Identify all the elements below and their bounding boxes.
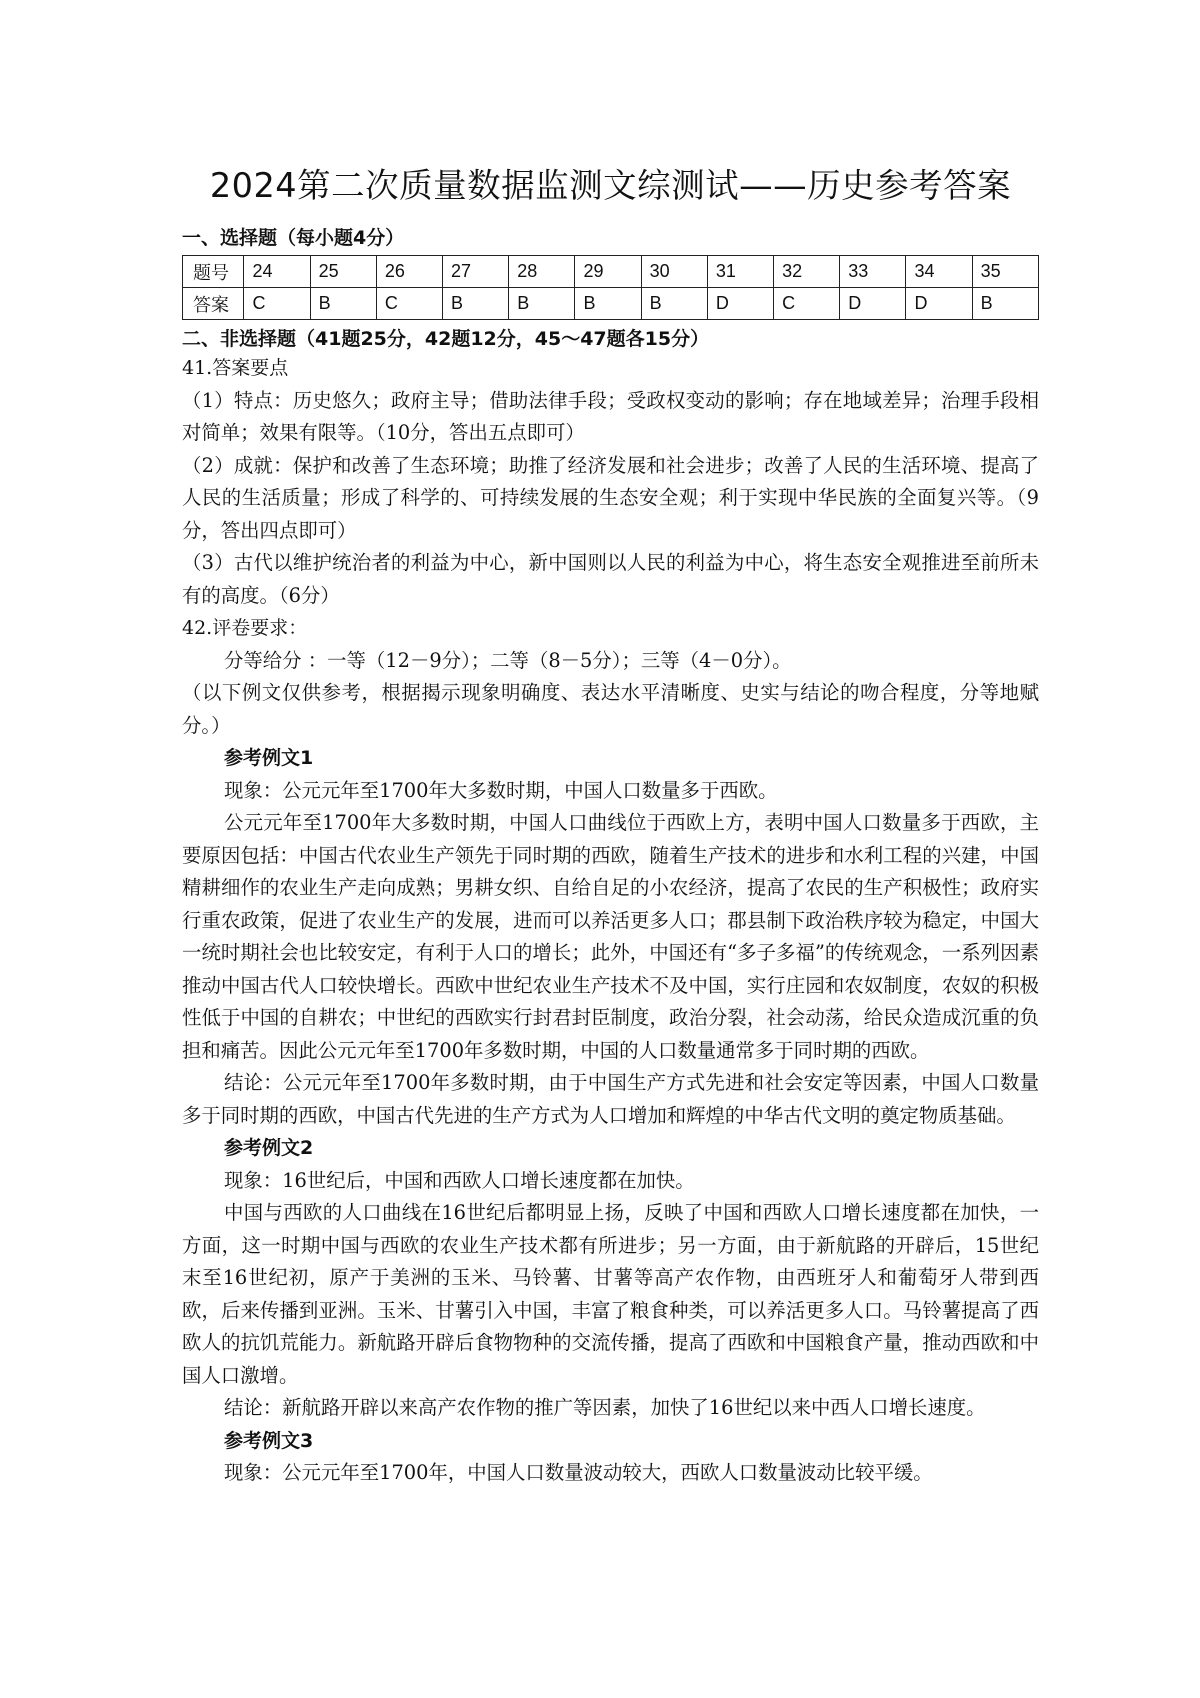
q41-answer-1: （1）特点：历史悠久；政府主导；借助法律手段；受政权变动的影响；存在地域差异；治理手段相对简单；效果有限等。（10分，答出五点即可） <box>182 388 1039 444</box>
question-number-cell: 32 <box>774 256 840 288</box>
question-number-cell: 28 <box>509 256 575 288</box>
question-number-cell: 30 <box>641 256 707 288</box>
question-number-cell: 35 <box>972 256 1038 288</box>
q41-answer-3: （3）古代以维护统治者的利益为中心，新中国则以人民的利益为中心，将生态安全观推进至前所未有的高度。（6分） <box>182 551 1039 607</box>
example-3-phenomenon: 现象：公元元年至1700年，中国人口数量波动较大，西欧人口数量波动比较平缓。 <box>224 1461 933 1484</box>
q41-label: 41.答案要点 <box>182 357 289 379</box>
answer-cell: C <box>244 288 310 320</box>
answer-cell: B <box>310 288 376 320</box>
example-1-heading: 参考例文1 <box>224 747 314 769</box>
answer-cell: B <box>443 288 509 320</box>
answer-table <box>182 255 1039 320</box>
example-1-conclusion: 结论：公元元年至1700年多数时期，由于中国生产方式先进和社会安定等因素，中国人口数量多于同时期的西欧，中国古代先进的生产方式为人口增加和辉煌的中华古代文明的奠定物质基础。 <box>182 1071 1039 1127</box>
question-number-row <box>183 256 1039 288</box>
question-number-cell: 24 <box>244 256 310 288</box>
answer-cell: B <box>575 288 641 320</box>
section2-heading: 二、非选择题（41题25分，42题12分，45～47题各15分） <box>182 328 710 350</box>
example-3-heading: 参考例文3 <box>224 1429 314 1452</box>
question-number-cell: 25 <box>310 256 376 288</box>
question-number-cell: 31 <box>707 256 773 288</box>
answer-cell: B <box>972 288 1038 320</box>
answer-cell: D <box>707 288 773 320</box>
q42-note: （以下例文仅供参考，根据揭示现象明确度、表达水平清晰度、史实与结论的吻合程度，分等地赋分。） <box>182 681 1039 737</box>
page-title: 2024第二次质量数据监测文综测试——历史参考答案 <box>209 166 1012 205</box>
example-2-conclusion: 结论：新航路开辟以来高产农作物的推广等因素，加快了16世纪以来中西人口增长速度。 <box>224 1396 986 1419</box>
q42-label: 42.评卷要求： <box>182 617 308 639</box>
example-2-body: 中国与西欧的人口曲线在16世纪后都明显上扬，反映了中国和西欧人口增长速度都在加快，一方面，这一时期中国与西欧的农业生产技术都有所进步；另一方面，由于新航路的开辟后，15世纪末至16世纪初，原产于美洲的玉米、马铃薯、甘薯等高产农作物，由西班牙人和葡萄牙人带到西欧，后来传播到亚洲。玉米、甘薯引入中国，丰富了粮食种类，可以养活更多人口。马铃薯提高了西欧人的抗饥荒能力。新航路开辟后食物物种的交流传播，提高了西欧和中国粮食产量，推动西欧和中国人口激增。 <box>182 1201 1039 1387</box>
answer-cell: B <box>641 288 707 320</box>
question-number-label: 题号 <box>183 256 244 288</box>
question-number-cell: 27 <box>443 256 509 288</box>
answer-cell: B <box>509 288 575 320</box>
example-1-body: 公元元年至1700年大多数时期，中国人口曲线位于西欧上方，表明中国人口数量多于西欧，主要原因包括：中国古代农业生产领先于同时期的西欧，随着生产技术的进步和水利工程的兴建，中国精耕细作的农业生产走向成熟；男耕女织、自给自足的小农经济，提高了农民的生产积极性；政府实行重农政策，促进了农业生产的发展，进而可以养活更多人口；郡县制下政治秩序较为稳定，中国大一统时期社会也比较安定，有利于人口的增长；此外，中国还有“多子多福”的传统观念，一系列因素推动中国古代人口较快增长。西欧中世纪农业生产技术不及中国，实行庄园和农奴制度，农奴的积极性低于中国的自耕农；中世纪的西欧实行封君封臣制度，政治分裂，社会动荡，给民众造成沉重的负担和痛苦。因此公元元年至1700年多数时期，中国的人口数量通常多于同时期的西欧。 <box>182 811 1039 1062</box>
example-2-heading: 参考例文2 <box>224 1137 314 1159</box>
answer-row <box>183 288 1039 320</box>
question-number-cell: 34 <box>906 256 972 288</box>
question-number-cell: 33 <box>840 256 906 288</box>
answer-cell: C <box>376 288 442 320</box>
answer-cell: D <box>840 288 906 320</box>
q42-grading: 分等给分 ：一等（12－9分）；二等（8－5分）；三等（4－0分）。 <box>224 648 792 672</box>
question-number-cell: 26 <box>376 256 442 288</box>
q41-answer-2: （2）成就：保护和改善了生态环境；助推了经济发展和社会进步；改善了人民的生活环境、提高了人民的生活质量；形成了科学的、可持续发展的生态安全观；利于实现中华民族的全面复兴等。（9分，答出四点即可） <box>182 453 1039 542</box>
example-1-phenomenon: 现象：公元元年至1700年大多数时期，中国人口数量多于西欧。 <box>224 778 778 802</box>
section1-heading: 一、选择题（每小题4分） <box>182 227 405 249</box>
answer-label: 答案 <box>183 288 244 320</box>
answer-cell: C <box>774 288 840 320</box>
answer-cell: D <box>906 288 972 320</box>
question-number-cell: 29 <box>575 256 641 288</box>
example-2-phenomenon: 现象：16世纪后，中国和西欧人口增长速度都在加快。 <box>224 1168 695 1192</box>
